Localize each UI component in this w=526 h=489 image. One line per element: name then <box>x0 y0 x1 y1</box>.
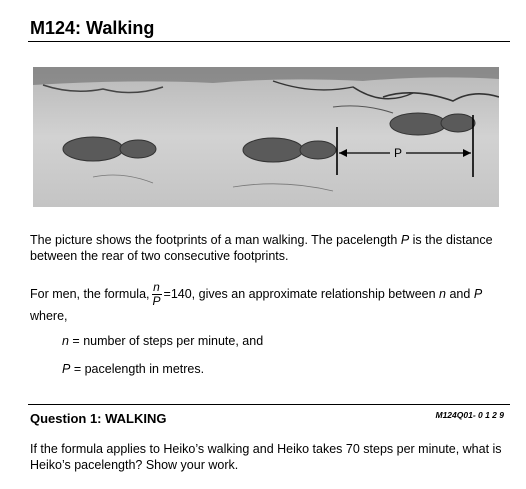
question-text: If the formula applies to Heiko’s walking and Heiko takes 70 steps per minute, what is Heiko’s pacelength? Show your work. <box>30 442 502 472</box>
footprint-1 <box>63 137 156 161</box>
pace-label: P <box>393 146 403 160</box>
footprint-2 <box>243 138 336 162</box>
question-heading: Question 1: WALKING <box>30 411 167 426</box>
where-label: where, <box>30 309 68 323</box>
footprints-photo <box>33 67 499 207</box>
footprint-3 <box>390 113 475 135</box>
question-divider <box>28 404 510 405</box>
title-underline <box>28 41 510 42</box>
definition-n: n = number of steps per minute, and <box>62 334 264 348</box>
formula-fraction: $\frac{n}{P}$ <box>152 280 161 308</box>
page-title: M124: Walking <box>30 18 155 38</box>
definition-p: P = pacelength in metres. <box>62 362 205 376</box>
formula-paragraph: For men, the formula, $\frac{n}{P}$ =140, gives an approximate relationship between n and P <box>30 280 483 308</box>
intro-paragraph: The picture shows the footprints of a man walking. The pacelength P is the distance between the rear of two consecutive footprints. <box>30 233 493 263</box>
question-code: M124Q01- 0 1 2 9 <box>435 410 504 420</box>
